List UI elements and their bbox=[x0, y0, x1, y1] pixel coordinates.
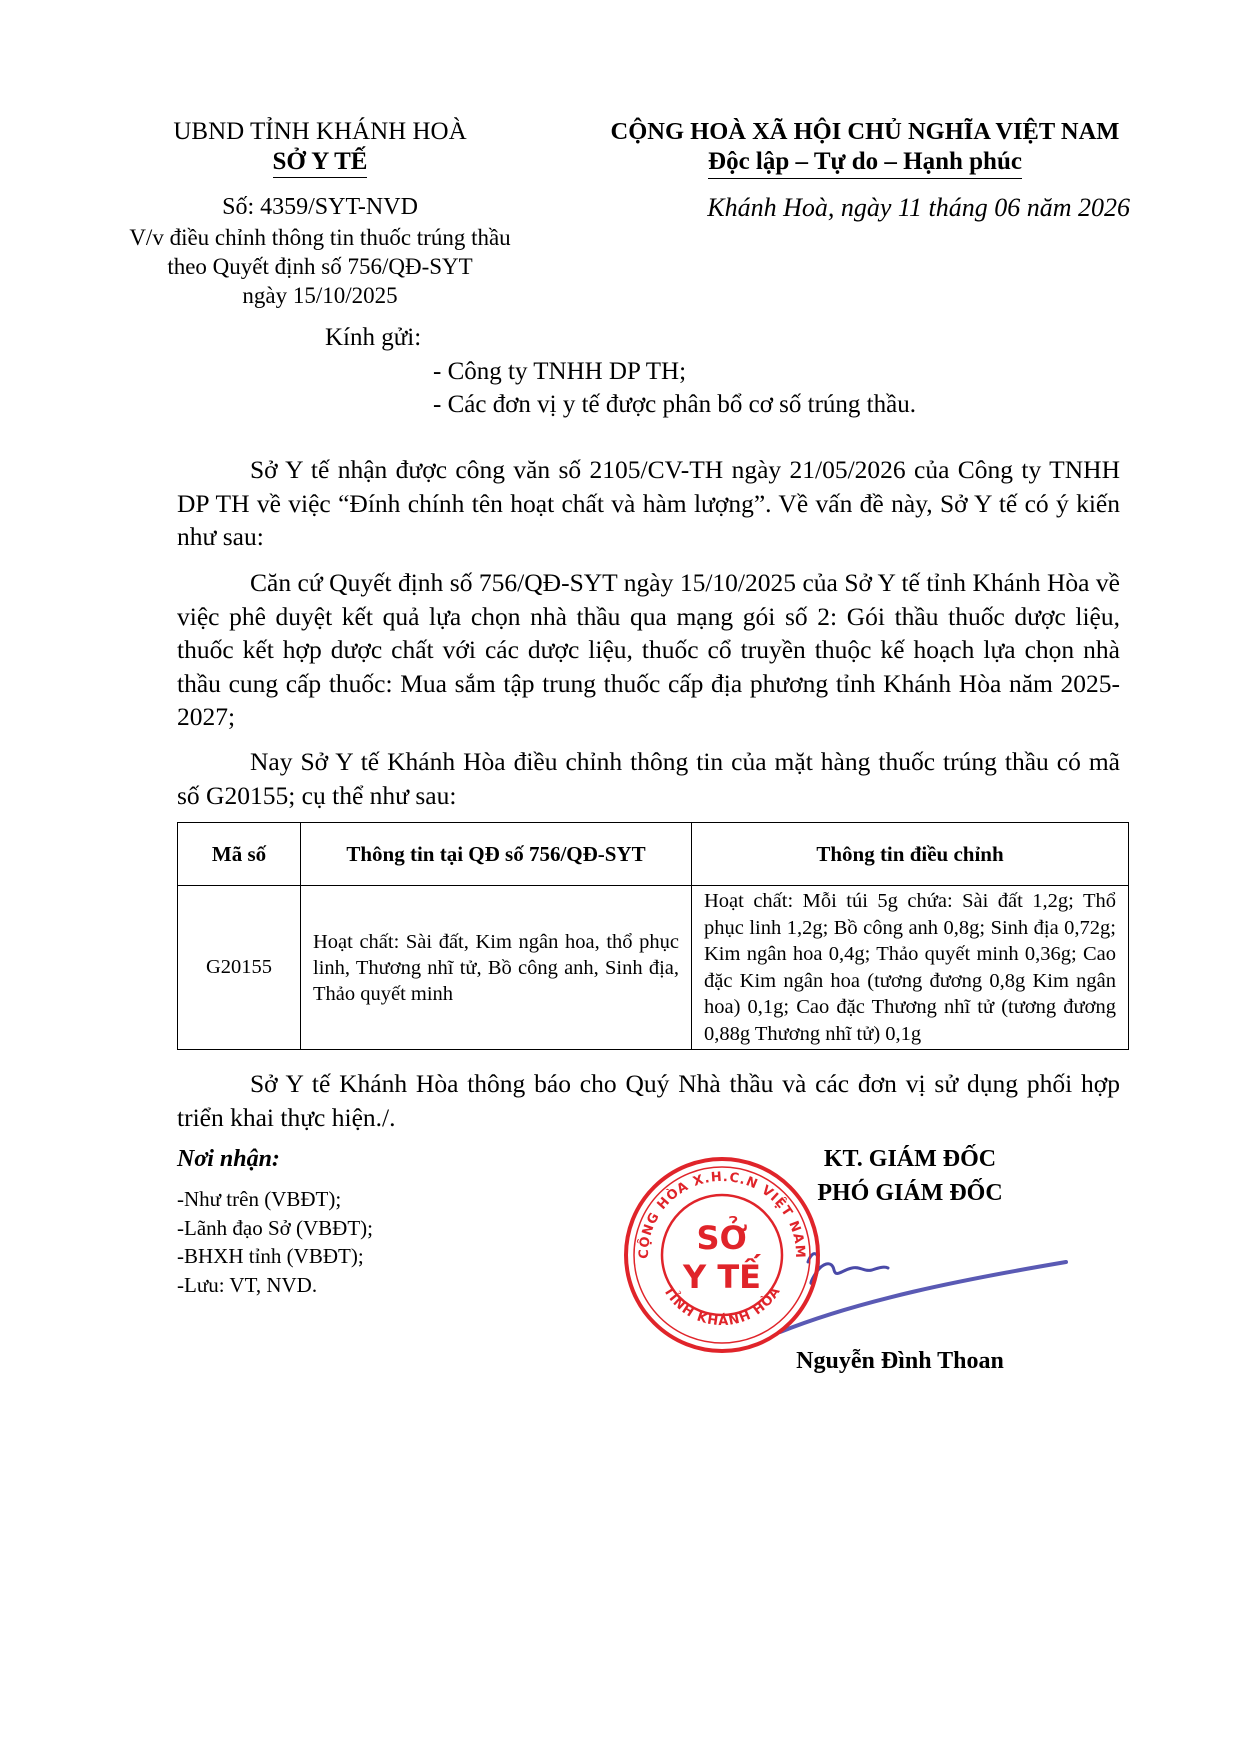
subject-line: theo Quyết định số 756/QĐ-SYT bbox=[167, 254, 473, 279]
list-item: -Như trên (VBĐT); bbox=[177, 1187, 342, 1211]
official-seal bbox=[622, 1155, 822, 1355]
seal-center-text: Y TẾ bbox=[683, 1258, 761, 1296]
seal-ring-text: CỘNG HÒA X.H.C.N VIỆT NAM bbox=[636, 1169, 808, 1260]
cell-old-info: Hoạt chất: Sài đất, Kim ngân hoa, thổ phục linh, Thương nhĩ tử, Bồ công anh, Sinh địa, Thảo quyết minh bbox=[301, 886, 692, 1050]
signer-title: KT. GIÁM ĐỐC bbox=[823, 1146, 997, 1172]
document-number: Số: 4359/SYT-NVD bbox=[222, 194, 418, 220]
list-item: -Lãnh đạo Sở (VBĐT); bbox=[177, 1215, 373, 1240]
noi-nhan-list bbox=[177, 1185, 373, 1299]
recipient-item: - Các đơn vị y tế được phân bổ cơ số trúng thầu. bbox=[433, 391, 916, 418]
body-paragraph: Căn cứ Quyết định số 756/QĐ-SYT ngày 15/10/2025 của Sở Y tế tỉnh Khánh Hòa về việc phê duyệt kết quả lựa chọn nhà thầu qua mạng gói số 2: Gói thầu thuốc dược liệu, thuốc kết hợp dược chất với các dược liệu, thuốc cổ truyền thuộc kế hoạch lựa chọn nhà thầu cung cấp thuốc: Mua sắm tập trung thuốc cấp địa phương tỉnh Khánh Hòa năm 2025-2027; bbox=[177, 568, 1120, 731]
noi-nhan-label: Nơi nhận: bbox=[177, 1146, 280, 1172]
signer-name: Nguyễn Đình Thoan bbox=[796, 1348, 1004, 1374]
column-header: Thông tin điều chỉnh bbox=[692, 823, 1129, 886]
recipient-item: - Công ty TNHH DP TH; bbox=[433, 358, 687, 385]
recipients-label: Kính gửi: bbox=[325, 324, 422, 351]
seal-center-text: SỞ bbox=[696, 1219, 748, 1257]
cell-new-info: Hoạt chất: Mỗi túi 5g chứa: Sài đất 1,2g; Thổ phục linh 1,2g; Bồ công anh 0,8g; Sinh địa 0,72g; Kim ngân hoa 0,4g; Thảo quyết minh 0,36g; Cao đặc Kim ngân hoa (tương đương 0,8g Kim ngân hoa) 0,1g; Cao đặc Thương nhĩ tử (tương đương 0,88g Thương nhĩ tử) 0,1g bbox=[692, 886, 1129, 1050]
national-title: CỘNG HOÀ XÃ HỘI CHỦ NGHĨA VIỆT NAM bbox=[610, 118, 1120, 145]
list-item: -Lưu: VT, NVD. bbox=[177, 1272, 318, 1297]
adjustment-table bbox=[177, 822, 1129, 1050]
table-header-row bbox=[178, 823, 1129, 886]
org-name-line2: SỞ Y TẾ bbox=[140, 148, 500, 176]
table-row bbox=[178, 886, 1129, 1050]
seal-ring-bottom-text: TỈNH KHÁNH HÒA bbox=[660, 1283, 784, 1330]
document-subject bbox=[100, 223, 540, 310]
national-motto: Độc lập – Tự do – Hạnh phúc bbox=[585, 148, 1145, 176]
column-header: Thông tin tại QĐ số 756/QĐ-SYT bbox=[301, 823, 692, 886]
body-paragraph: Sở Y tế nhận được công văn số 2105/CV-TH ngày 21/05/2026 của Công ty TNHH DP TH về việc “Đính chính tên hoạt chất và hàm lượng”. Về vấn đề này, Sở Y tế có ý kiến như sau: bbox=[177, 455, 1120, 551]
subject-line: ngày 15/10/2025 bbox=[242, 283, 398, 308]
subject-line: V/v điều chỉnh thông tin thuốc trúng thầu bbox=[129, 225, 511, 250]
cell-code: G20155 bbox=[178, 886, 301, 1050]
org-name-line1: UBND TỈNH KHÁNH HOÀ bbox=[173, 118, 467, 145]
body-paragraph: Sở Y tế Khánh Hòa thông báo cho Quý Nhà thầu và các đơn vị sử dụng phối hợp triển khai thực hiện./. bbox=[177, 1069, 1120, 1132]
signer-title: PHÓ GIÁM ĐỐC bbox=[817, 1180, 1003, 1206]
body-paragraph: Nay Sở Y tế Khánh Hòa điều chỉnh thông tin của mặt hàng thuốc trúng thầu có mã số G20155; cụ thể như sau: bbox=[177, 747, 1120, 810]
place-and-date: Khánh Hoà, ngày 11 tháng 06 năm 2026 bbox=[707, 193, 1130, 222]
list-item: -BHXH tỉnh (VBĐT); bbox=[177, 1244, 364, 1268]
column-header: Mã số bbox=[178, 823, 301, 886]
